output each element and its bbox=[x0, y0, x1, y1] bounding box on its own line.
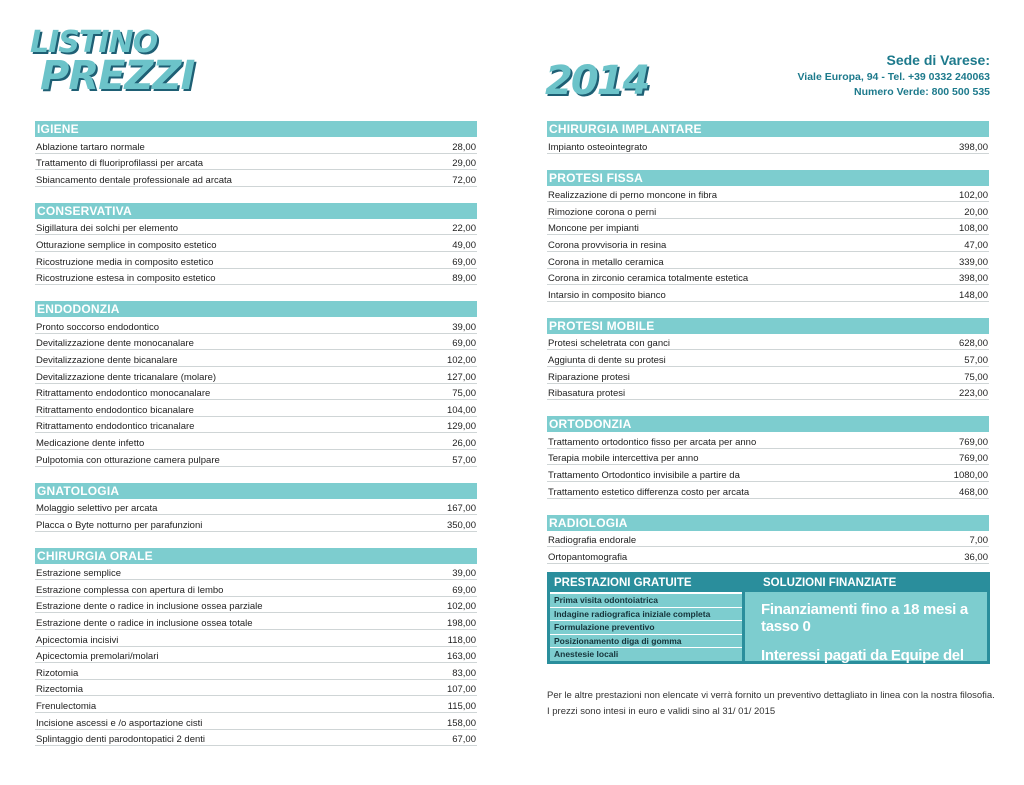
price-row bbox=[547, 269, 989, 286]
price-section bbox=[547, 318, 989, 400]
service-price: 36,00 bbox=[964, 551, 988, 563]
service-price: 398,00 bbox=[958, 273, 988, 285]
free-service-item: Formulazione preventivo bbox=[550, 621, 742, 634]
service-price: 69,00 bbox=[452, 584, 476, 596]
service-name: Ricostruzione media in composito estetico bbox=[36, 256, 214, 268]
price-column-right bbox=[547, 121, 989, 580]
footnote-line: Per le altre prestazioni non elencate vi verrà fornito un preventivo dettagliato in linea con la nostra filosofia. bbox=[547, 690, 995, 701]
service-name: Corona in zirconio ceramica totalmente estetica bbox=[548, 273, 749, 285]
price-row bbox=[547, 531, 989, 548]
section-heading: IGIENE bbox=[35, 121, 477, 137]
price-row bbox=[35, 696, 477, 713]
service-name: Estrazione complessa con apertura di lembo bbox=[36, 584, 224, 596]
service-price: 29,00 bbox=[452, 158, 476, 170]
price-section bbox=[35, 203, 477, 285]
price-row bbox=[547, 235, 989, 252]
service-name: Ablazione tartaro normale bbox=[36, 141, 145, 153]
service-name: Trattamento estetico differenza costo per arcata bbox=[548, 486, 750, 498]
price-row bbox=[547, 285, 989, 302]
service-name: Ritrattamento endodontico monocanalare bbox=[36, 388, 211, 400]
service-name: Pronto soccorso endodontico bbox=[36, 321, 160, 333]
service-name: Estrazione dente o radice in inclusione ossea parziale bbox=[36, 601, 263, 613]
service-name: Rizotomia bbox=[36, 667, 79, 679]
price-row bbox=[35, 580, 477, 597]
price-row bbox=[35, 400, 477, 417]
service-name: Devitalizzazione dente monocanalare bbox=[36, 338, 194, 350]
service-name: Impianto osteointegrato bbox=[548, 141, 648, 153]
free-service-item: Indagine radiografica iniziale completa bbox=[550, 608, 742, 621]
contact-title: Sede di Varese: bbox=[886, 52, 990, 68]
price-row bbox=[547, 367, 989, 384]
service-name: Ortopantomografia bbox=[548, 551, 628, 563]
price-section bbox=[35, 548, 477, 747]
footnotes bbox=[547, 688, 995, 720]
price-section bbox=[35, 301, 477, 466]
service-price: 350,00 bbox=[446, 519, 476, 531]
section-heading: GNATOLOGIA bbox=[35, 483, 477, 499]
service-name: Terapia mobile intercettiva per anno bbox=[548, 453, 699, 465]
service-price: 83,00 bbox=[452, 667, 476, 679]
price-row bbox=[35, 713, 477, 730]
section-heading: ORTODONZIA bbox=[547, 416, 989, 432]
service-price: 398,00 bbox=[958, 141, 988, 153]
section-heading: CONSERVATIVA bbox=[35, 203, 477, 219]
service-price: 223,00 bbox=[958, 388, 988, 400]
service-price: 102,00 bbox=[446, 601, 476, 613]
service-price: 769,00 bbox=[958, 453, 988, 465]
free-services-panel bbox=[550, 575, 742, 661]
service-price: 75,00 bbox=[452, 388, 476, 400]
price-column-left bbox=[35, 121, 477, 762]
price-row bbox=[547, 186, 989, 203]
service-name: Corona in metallo ceramica bbox=[548, 256, 664, 268]
service-price: 20,00 bbox=[964, 206, 988, 218]
footnote-line: I prezzi sono intesi in euro e validi sino al 31/ 01/ 2015 bbox=[547, 706, 776, 717]
service-name: Estrazione semplice bbox=[36, 568, 122, 580]
contact-phone: Numero Verde: 800 500 535 bbox=[854, 86, 990, 98]
price-row bbox=[547, 252, 989, 269]
price-section bbox=[547, 416, 989, 498]
service-name: Placca o Byte notturno per parafunzioni bbox=[36, 519, 203, 531]
service-name: Trattamento ortodontico fisso per arcata per anno bbox=[548, 436, 757, 448]
service-name: Trattamento di fluoriprofilassi per arcata bbox=[36, 158, 204, 170]
price-section bbox=[547, 515, 989, 564]
service-price: 102,00 bbox=[446, 354, 476, 366]
service-price: 198,00 bbox=[446, 618, 476, 630]
service-name: Trattamento Ortodontico invisibile a partire da bbox=[548, 469, 740, 481]
service-name: Splintaggio denti parodontopatici 2 denti bbox=[36, 734, 206, 746]
service-price: 769,00 bbox=[958, 436, 988, 448]
price-row bbox=[547, 137, 989, 154]
service-name: Molaggio selettivo per arcata bbox=[36, 503, 158, 515]
price-row bbox=[35, 613, 477, 630]
service-price: 108,00 bbox=[958, 223, 988, 235]
service-price: 28,00 bbox=[452, 141, 476, 153]
financing-line: Finanziamenti fino a 18 mesi a tasso 0 bbox=[761, 601, 968, 635]
service-price: 163,00 bbox=[446, 651, 476, 663]
service-price: 89,00 bbox=[452, 273, 476, 285]
service-name: Moncone per impianti bbox=[548, 223, 639, 235]
service-name: Intarsio in composito bianco bbox=[548, 289, 666, 301]
price-row bbox=[35, 334, 477, 351]
price-section bbox=[35, 121, 477, 187]
service-name: Realizzazione di perno moncone in fibra bbox=[548, 190, 717, 202]
service-name: Medicazione dente infetto bbox=[36, 437, 145, 449]
price-row bbox=[547, 219, 989, 236]
service-price: 69,00 bbox=[452, 338, 476, 350]
service-name: Estrazione dente o radice in inclusione ossea totale bbox=[36, 618, 253, 630]
service-name: Incisione ascessi e /o asportazione cisti bbox=[36, 717, 203, 729]
price-row bbox=[35, 515, 477, 532]
price-row bbox=[35, 630, 477, 647]
service-price: 26,00 bbox=[452, 437, 476, 449]
service-price: 39,00 bbox=[452, 321, 476, 333]
price-row bbox=[547, 202, 989, 219]
price-row bbox=[35, 350, 477, 367]
price-row bbox=[547, 384, 989, 401]
service-name: Apicectomia premolari/molari bbox=[36, 651, 159, 663]
free-service-item: Anestesie locali bbox=[550, 648, 742, 661]
price-row bbox=[547, 432, 989, 449]
service-name: Ribasatura protesi bbox=[548, 388, 626, 400]
service-name: Sbiancamento dentale professionale ad arcata bbox=[36, 174, 232, 186]
service-name: Rizectomia bbox=[36, 684, 83, 696]
price-row bbox=[35, 317, 477, 334]
service-name: Frenulectomia bbox=[36, 701, 97, 713]
promo-box bbox=[547, 572, 990, 681]
service-price: 118,00 bbox=[447, 634, 476, 646]
price-row bbox=[547, 350, 989, 367]
service-name: Corona provvisoria in resina bbox=[548, 239, 667, 251]
service-name: Ritrattamento endodontico tricanalare bbox=[36, 421, 195, 433]
service-price: 57,00 bbox=[964, 354, 988, 366]
price-row bbox=[35, 235, 477, 252]
logo-line-listino: LISTINO bbox=[30, 25, 158, 60]
financing-title: SOLUZIONI FINANZIATE bbox=[745, 575, 987, 592]
section-heading: CHIRURGIA ORALE bbox=[35, 548, 477, 564]
price-row bbox=[35, 154, 477, 171]
service-name: Pulpotomia con otturazione camera pulpare bbox=[36, 454, 220, 466]
service-name: Ritrattamento endodontico bicanalare bbox=[36, 404, 194, 416]
service-price: 7,00 bbox=[969, 535, 988, 547]
service-name: Otturazione semplice in composito estetico bbox=[36, 239, 217, 251]
price-row bbox=[35, 450, 477, 467]
service-price: 1080,00 bbox=[953, 469, 988, 481]
service-name: Devitalizzazione dente bicanalare bbox=[36, 354, 178, 366]
service-name: Radiografia endorale bbox=[548, 535, 637, 547]
service-price: 468,00 bbox=[958, 486, 988, 498]
service-price: 67,00 bbox=[452, 734, 476, 746]
service-price: 158,00 bbox=[446, 717, 476, 729]
price-row bbox=[35, 597, 477, 614]
service-price: 107,00 bbox=[446, 684, 476, 696]
logo-line-prezzi: PREZZI bbox=[40, 53, 195, 99]
section-heading: RADIOLOGIA bbox=[547, 515, 989, 531]
price-row bbox=[35, 417, 477, 434]
section-heading: CHIRURGIA IMPLANTARE bbox=[547, 121, 989, 137]
service-price: 148,00 bbox=[958, 289, 988, 301]
service-price: 339,00 bbox=[958, 256, 988, 268]
price-row bbox=[35, 564, 477, 581]
price-row bbox=[35, 499, 477, 516]
service-price: 72,00 bbox=[452, 174, 476, 186]
service-name: Apicectomia incisivi bbox=[36, 634, 119, 646]
price-row bbox=[547, 482, 989, 499]
service-price: 127,00 bbox=[446, 371, 476, 383]
price-row bbox=[35, 219, 477, 236]
service-price: 102,00 bbox=[958, 190, 988, 202]
price-row bbox=[35, 137, 477, 154]
price-row bbox=[35, 647, 477, 664]
price-row bbox=[35, 433, 477, 450]
price-row bbox=[547, 465, 989, 482]
service-price: 75,00 bbox=[964, 371, 988, 383]
service-name: Devitalizzazione dente tricanalare (molare) bbox=[36, 371, 217, 383]
price-row bbox=[35, 269, 477, 286]
price-section bbox=[547, 170, 989, 302]
year-title: 2014 bbox=[545, 58, 649, 104]
service-price: 39,00 bbox=[452, 568, 476, 580]
service-name: Protesi scheletrata con ganci bbox=[548, 338, 670, 350]
section-heading: PROTESI MOBILE bbox=[547, 318, 989, 334]
price-row bbox=[35, 663, 477, 680]
service-price: 104,00 bbox=[446, 404, 476, 416]
price-row bbox=[547, 449, 989, 466]
price-row bbox=[547, 334, 989, 351]
service-price: 167,00 bbox=[446, 503, 476, 515]
financing-panel bbox=[745, 575, 987, 681]
service-price: 49,00 bbox=[452, 239, 476, 251]
free-service-item: Prima visita odontoiatrica bbox=[550, 594, 742, 607]
price-row bbox=[35, 170, 477, 187]
service-price: 69,00 bbox=[452, 256, 476, 268]
free-services-title: PRESTAZIONI GRATUITE bbox=[550, 575, 742, 592]
contact-address: Viale Europa, 94 - Tel. +39 0332 240063 bbox=[797, 71, 990, 83]
section-heading: PROTESI FISSA bbox=[547, 170, 989, 186]
service-name: Ricostruzione estesa in composito estetico bbox=[36, 273, 216, 285]
service-name: Rimozione corona o perni bbox=[548, 206, 657, 218]
price-row bbox=[35, 730, 477, 747]
section-heading: ENDODONZIA bbox=[35, 301, 477, 317]
service-name: Aggiunta di dente su protesi bbox=[548, 354, 666, 366]
price-section bbox=[35, 483, 477, 532]
service-price: 57,00 bbox=[452, 454, 476, 466]
free-service-item: Posizionamento diga di gomma bbox=[550, 635, 742, 648]
price-row bbox=[35, 680, 477, 697]
price-section bbox=[547, 121, 989, 154]
service-price: 628,00 bbox=[958, 338, 988, 350]
price-row bbox=[35, 367, 477, 384]
logo bbox=[30, 25, 195, 99]
financing-line: Interessi pagati da Equipe del Sorriso bbox=[761, 647, 964, 681]
service-name: Sigillatura dei solchi per elemento bbox=[36, 223, 179, 235]
price-row bbox=[35, 252, 477, 269]
service-price: 47,00 bbox=[964, 239, 988, 251]
service-name: Riparazione protesi bbox=[548, 371, 630, 383]
service-price: 22,00 bbox=[452, 223, 476, 235]
service-price: 129,00 bbox=[446, 421, 476, 433]
price-row bbox=[35, 384, 477, 401]
price-row bbox=[547, 547, 989, 564]
contact-block bbox=[797, 52, 990, 98]
service-price: 115,00 bbox=[447, 701, 476, 713]
